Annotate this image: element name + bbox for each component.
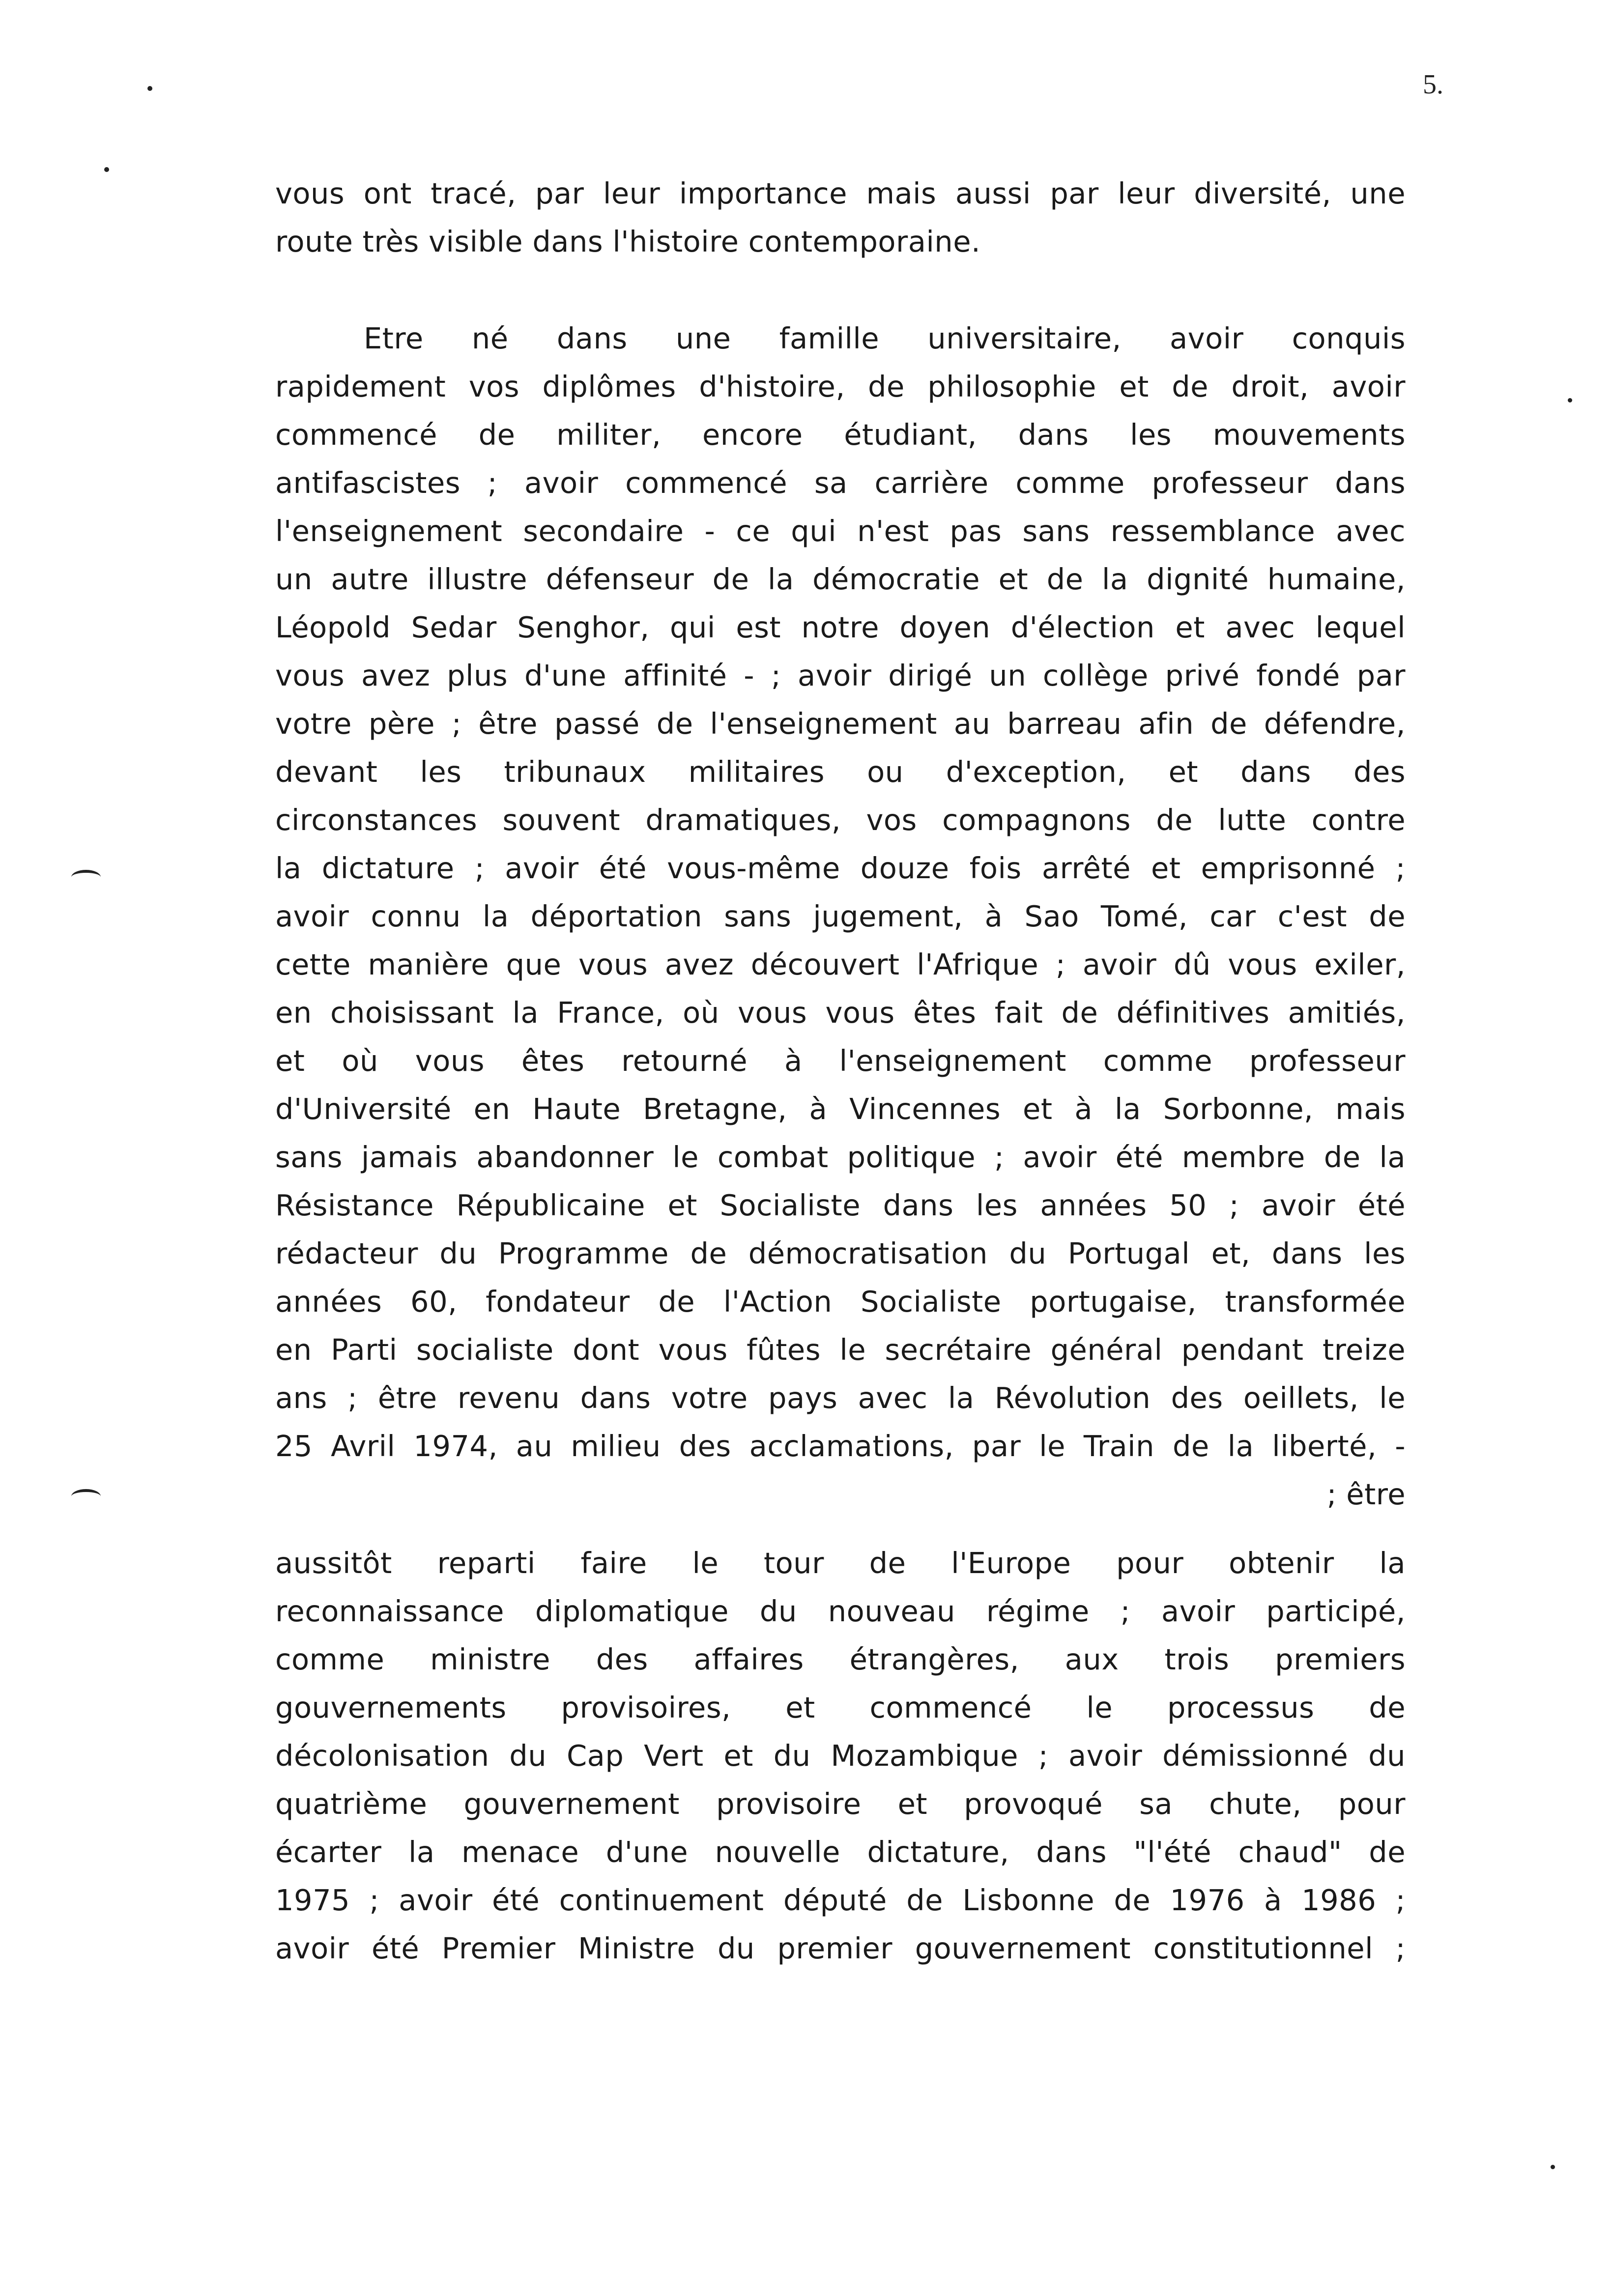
- text-line: sans jamais abandonner le combat politique ; avoir été membre de la: [275, 1140, 1406, 1174]
- text-line: avoir été Premier Ministre du premier gouvernement constitutionnel ;: [275, 1931, 1406, 1965]
- scan-mark: [71, 1489, 101, 1504]
- text-line: Résistance Républicaine et Socialiste dans les années 50 ; avoir été: [275, 1188, 1406, 1222]
- scan-speck: [147, 86, 152, 91]
- text-line: d'Université en Haute Bretagne, à Vincennes et à la Sorbonne, mais: [275, 1092, 1406, 1126]
- text-line: aussitôt reparti faire le tour de l'Europe pour obtenir la: [275, 1546, 1406, 1580]
- text-line: cette manière que vous avez découvert l'Afrique ; avoir dû vous exiler,: [275, 947, 1406, 981]
- text-line: reconnaissance diplomatique du nouveau régime ; avoir participé,: [275, 1594, 1406, 1628]
- text-line: devant les tribunaux militaires ou d'exception, et dans des: [275, 755, 1406, 789]
- text-line: vous avez plus d'une affinité - ; avoir dirigé un collège privé fondé par: [275, 659, 1406, 692]
- text-line: votre père ; être passé de l'enseignement au barreau afin de défendre,: [275, 707, 1406, 741]
- continuation-paragraph: [275, 1539, 1406, 1973]
- text-line: un autre illustre défenseur de la démocratie et de la dignité humaine,: [275, 562, 1406, 596]
- scan-speck: [104, 167, 109, 172]
- text-line: et où vous êtes retourné à l'enseignement comme professeur: [275, 1044, 1406, 1078]
- text-line: écarter la menace d'une nouvelle dictature, dans "l'été chaud" de: [275, 1835, 1406, 1869]
- text-line: comme ministre des affaires étrangères, aux trois premiers: [275, 1642, 1406, 1676]
- text-line: Etre né dans une famille universitaire, avoir conquis: [364, 321, 1406, 355]
- text-line: en Parti socialiste dont vous fûtes le secrétaire général pendant treize: [275, 1333, 1406, 1367]
- text-line: 1975 ; avoir été continuement député de Lisbonne de 1976 à 1986 ;: [275, 1883, 1406, 1917]
- text-line: ; être: [1326, 1477, 1406, 1511]
- text-line: rapidement vos diplômes d'histoire, de philosophie et de droit, avoir: [275, 370, 1406, 403]
- scan-speck: [1551, 2165, 1555, 2169]
- text-line: 25 Avril 1974, au milieu des acclamations, par le Train de la liberté, -: [275, 1429, 1406, 1463]
- text-line: ans ; être revenu dans votre pays avec la Révolution des oeillets, le: [275, 1381, 1406, 1415]
- text-line: gouvernements provisoires, et commencé le processus de: [275, 1691, 1406, 1724]
- text-line: commencé de militer, encore étudiant, dans les mouvements: [275, 418, 1406, 452]
- text-line: quatrième gouvernement provisoire et provoqué sa chute, pour: [275, 1787, 1406, 1821]
- scan-speck: [1568, 398, 1572, 402]
- text-line: la dictature ; avoir été vous-même douze fois arrêté et emprisonné ;: [275, 851, 1406, 885]
- page-number: 5.: [1423, 69, 1443, 100]
- text-line: vous ont tracé, par leur importance mais aussi par leur diversité, une: [275, 176, 1406, 210]
- text-line: antifascistes ; avoir commencé sa carrière comme professeur dans: [275, 466, 1406, 500]
- text-line: circonstances souvent dramatiques, vos compagnons de lutte contre: [275, 803, 1406, 837]
- text-line: route très visible dans l'histoire contemporaine.: [275, 225, 981, 258]
- intro-text: [275, 170, 1406, 266]
- text-line: avoir connu la déportation sans jugement, à Sao Tomé, car c'est de: [275, 899, 1406, 933]
- text-line: années 60, fondateur de l'Action Socialiste portugaise, transformée: [275, 1285, 1406, 1319]
- text-line: rédacteur du Programme de démocratisation du Portugal et, dans les: [275, 1236, 1406, 1270]
- text-line: l'enseignement secondaire - ce qui n'est pas sans ressemblance avec: [275, 514, 1406, 548]
- scan-mark: [71, 870, 101, 885]
- text-line: en choisissant la France, où vous vous êtes fait de définitives amitiés,: [275, 996, 1406, 1030]
- text-line: Léopold Sedar Senghor, qui est notre doyen d'élection et avec lequel: [275, 610, 1406, 644]
- main-paragraph: [275, 315, 1406, 1519]
- text-line: décolonisation du Cap Vert et du Mozambique ; avoir démissionné du: [275, 1739, 1406, 1773]
